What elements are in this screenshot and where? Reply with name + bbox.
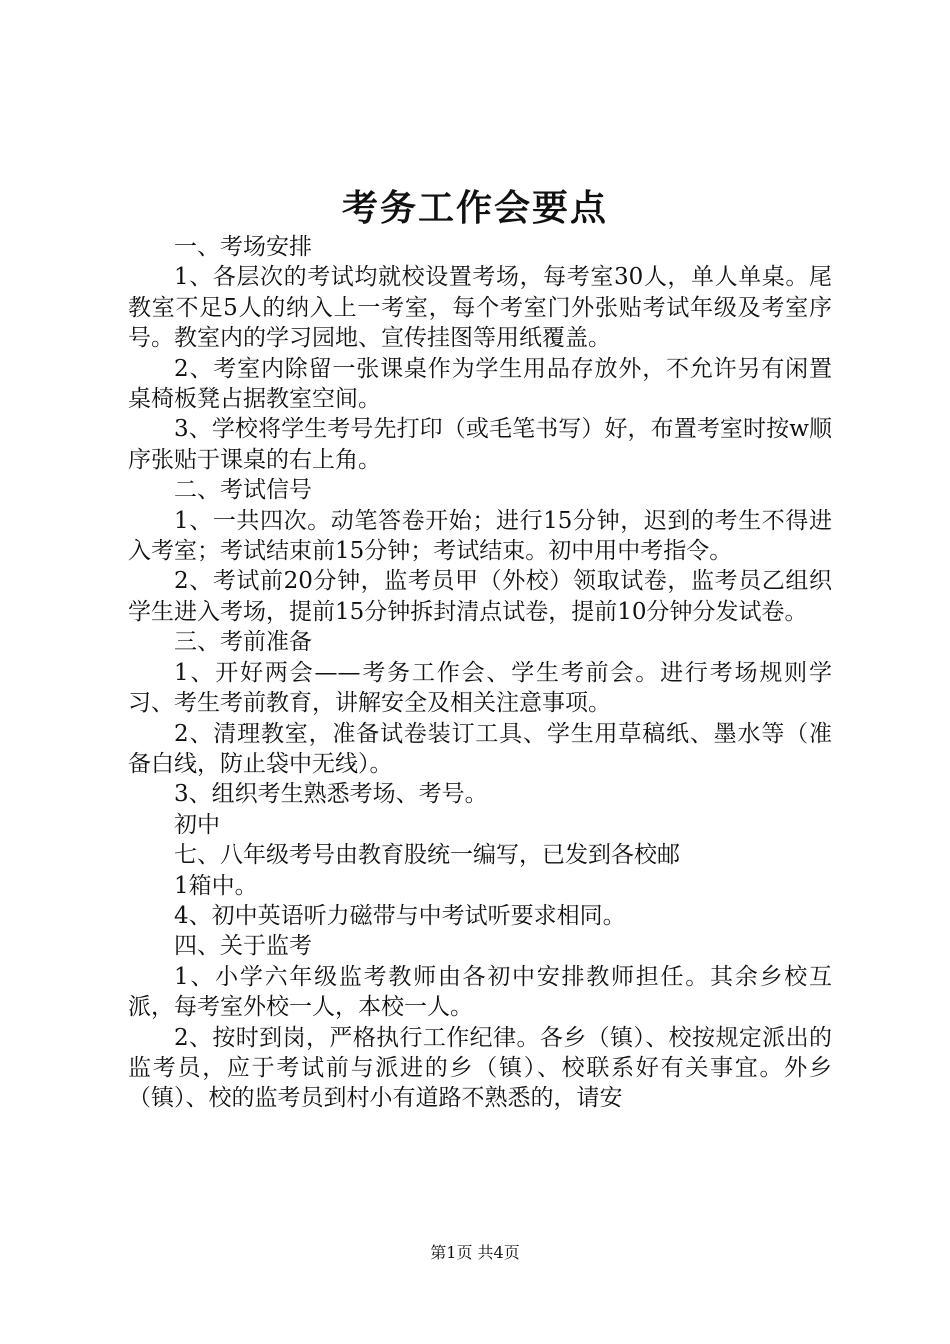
paragraph: 1、一共四次。动笔答卷开始；进行15分钟，迟到的考生不得进入考室；考试结束前15分钟；考试结束。初中用中考指令。 — [128, 507, 832, 565]
paragraph: 一、考场安排 — [174, 234, 312, 260]
paragraph: 4、初中英语听力磁带与中考试听要求相同。 — [174, 902, 626, 929]
paragraph: 2、清理教室，准备试卷装订工具、学生用草稿纸、墨水等（准备白线，防止袋中无线）。 — [128, 720, 832, 777]
paragraph: 1、小学六年级监考教师由各初中安排教师担任。其余乡校互派，每考室外校一人，本校一人。 — [128, 963, 832, 1021]
paragraph: 3、学校将学生考号先打印（或毛笔书写）好，布置考室时按w顺序张贴于课桌的右上角。 — [128, 416, 832, 473]
paragraph: 1箱中。 — [174, 872, 258, 899]
paragraph: 2、考试前20分钟，监考员甲（外校）领取试卷，监考员乙组织学生进入考场，提前15分钟拆封清点试卷，提前10分钟分发试卷。 — [128, 568, 832, 625]
paragraph: 七、八年级考号由教育股统一编写，已发到各校邮 — [174, 842, 680, 869]
paragraph: 1、各层次的考试均就校设置考场，每考室30人，单人单桌。尾教室不足5人的纳入上一考室，每个考室门外张贴考试年级及考室序号。教室内的学习园地、宣传挂图等用纸覆盖。 — [128, 264, 832, 352]
paragraph: 初中 — [174, 811, 220, 838]
document-body — [128, 232, 832, 1114]
paragraph: 3、组织考生熟悉考场、考号。 — [174, 781, 488, 808]
paragraph: 四、关于监考 — [174, 933, 312, 960]
paragraph: 三、考前准备 — [174, 629, 312, 656]
paragraph: 1、开好两会——考务工作会、学生考前会。进行考场规则学习、考生考前教育，讲解安全及相关注意事项。 — [128, 659, 832, 717]
paragraph: 二、考试信号 — [174, 477, 312, 504]
document-title: 考务工作会要点 — [341, 187, 608, 229]
paragraph: 2、考室内除留一张课桌作为学生用品存放外，不允许另有闲置桌椅板凳占据教室空间。 — [128, 355, 832, 413]
page-number-footer: 第1页 共4页 — [430, 1243, 520, 1262]
paragraph: 2、按时到岗，严格执行工作纪律。各乡（镇）、校按规定派出的监考员，应于考试前与派进的乡（镇）、校联系好有关事宜。外乡（镇）、校的监考员到村小有道路不熟悉的，请安 — [128, 1024, 832, 1112]
